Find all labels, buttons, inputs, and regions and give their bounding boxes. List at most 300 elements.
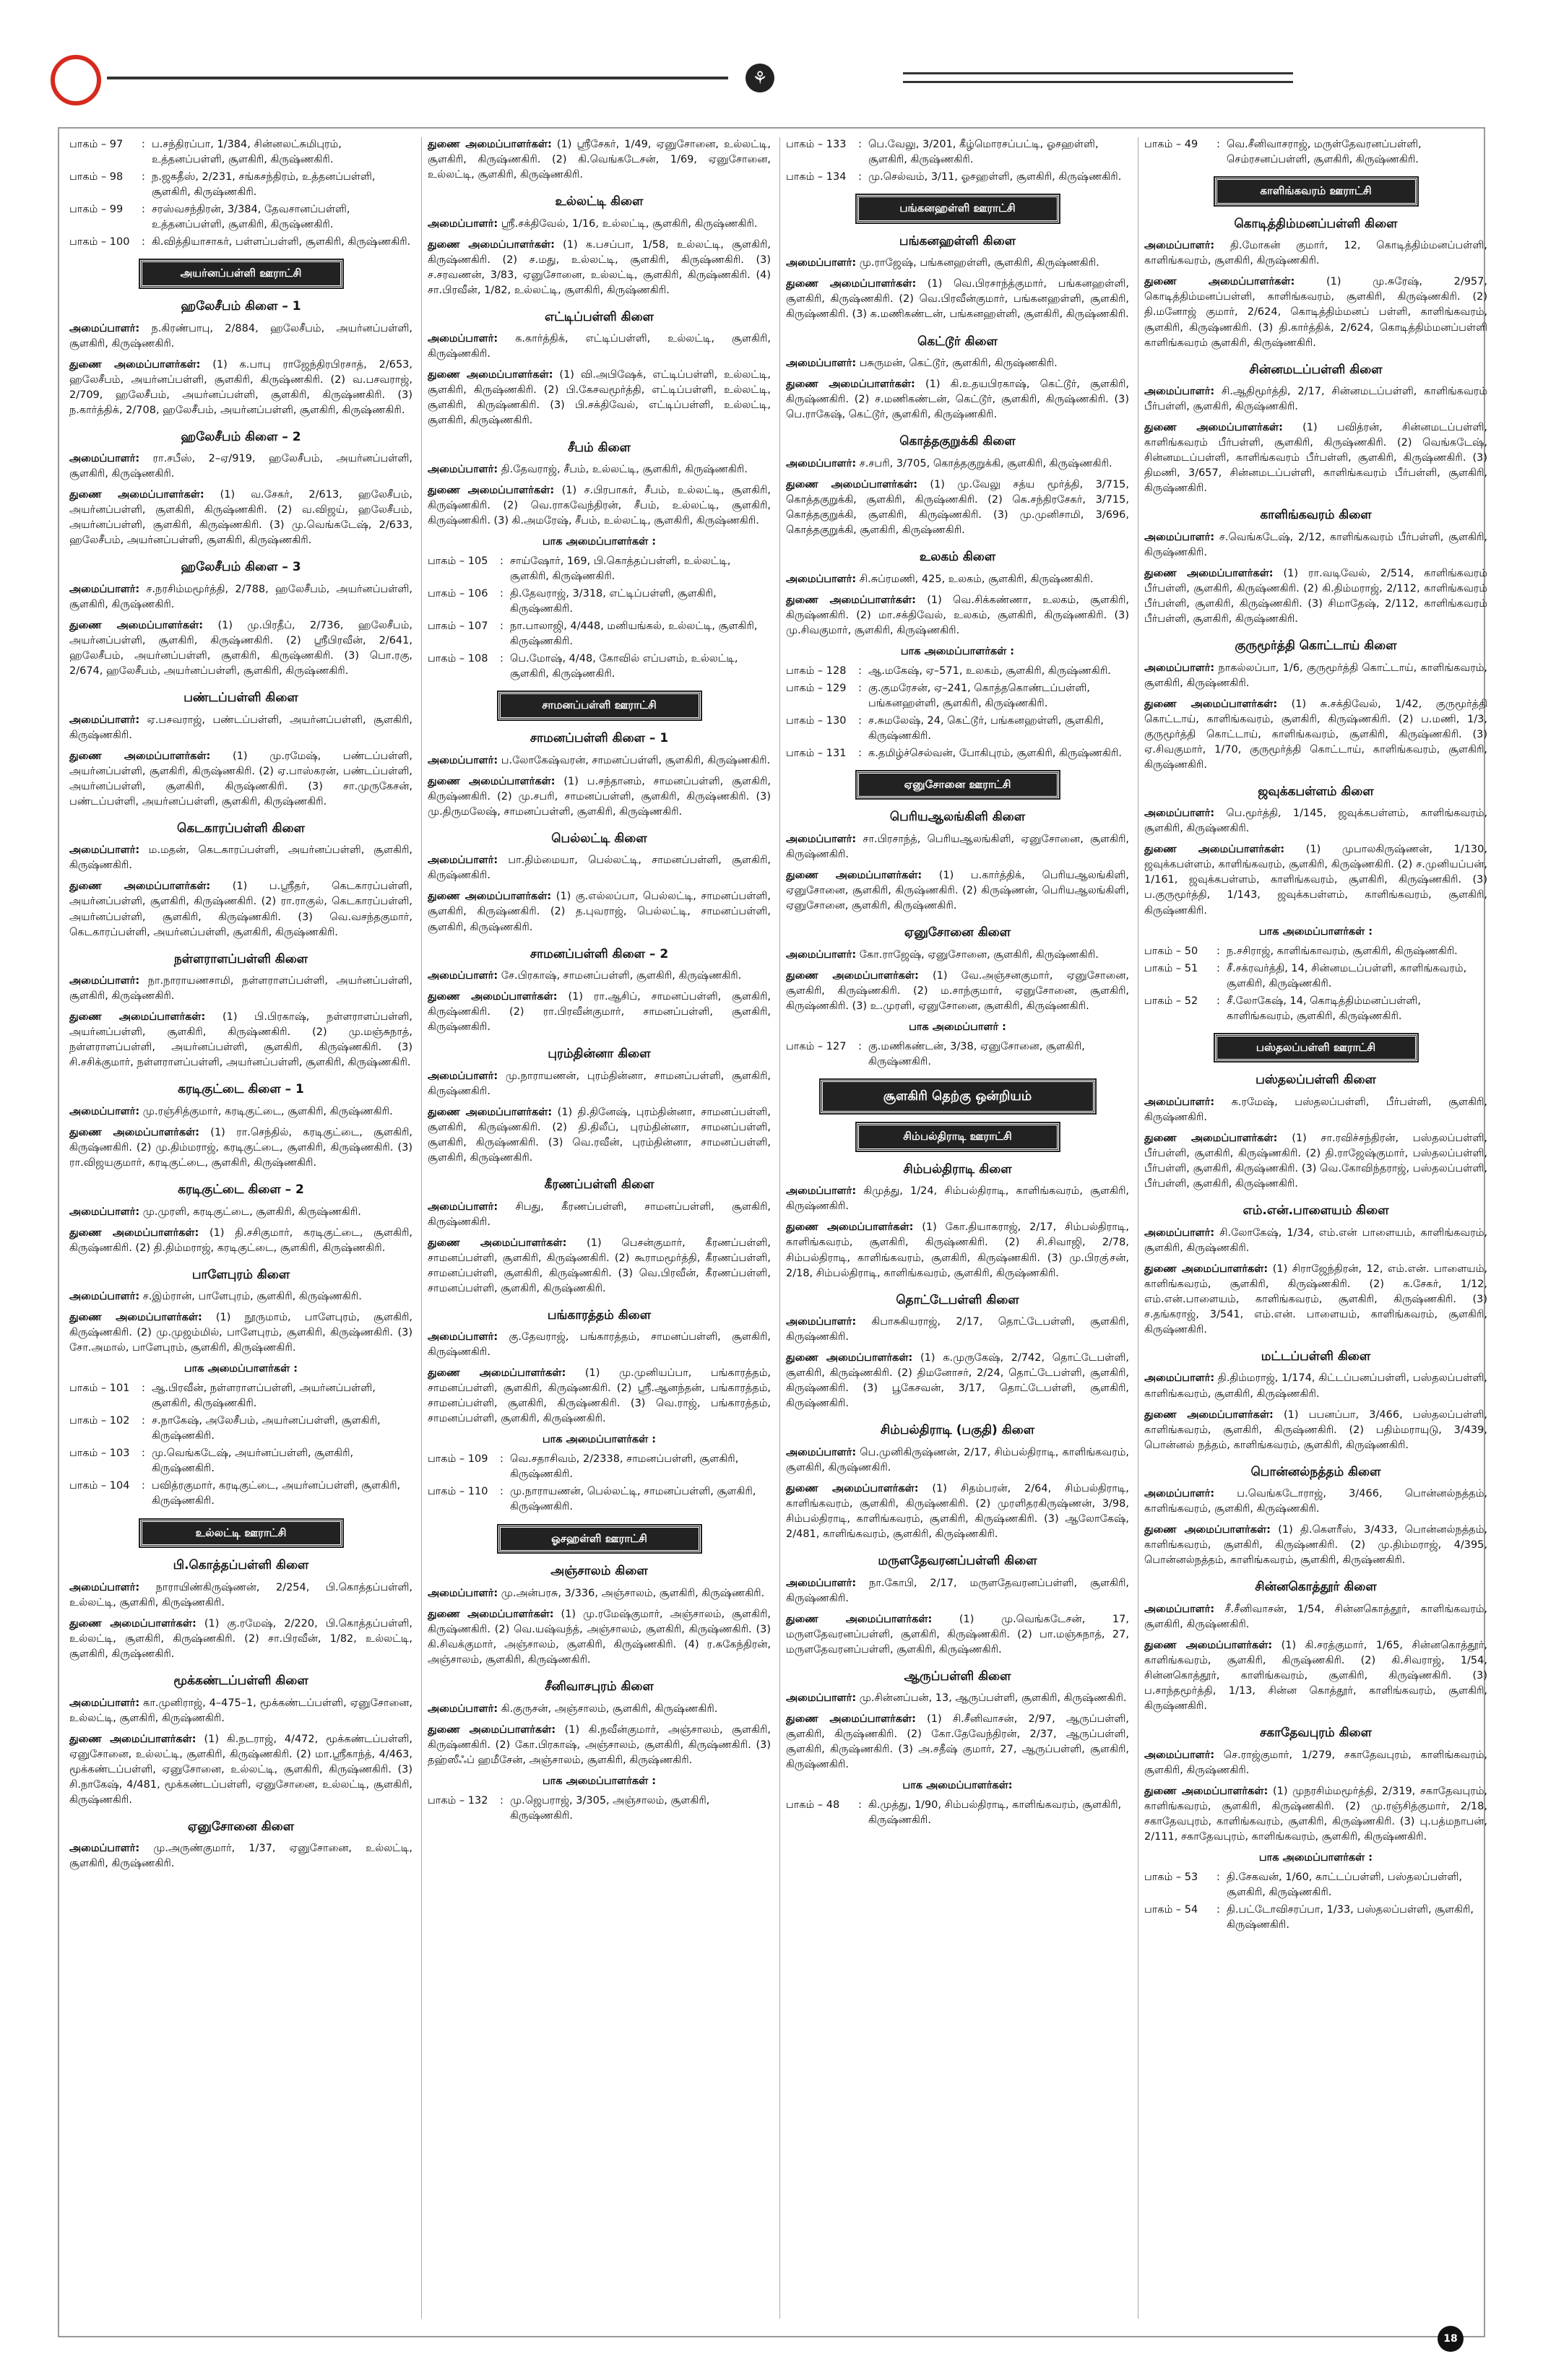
entry-text: சே.பிரகாஷ், சாமனப்பள்ளி, சூளகிரி, கிருஷ்ணகிரி. [501, 970, 742, 982]
panchayat-heading: காளிங்கவரம் ஊராட்சி [1215, 178, 1417, 205]
column-2 [428, 137, 771, 2319]
colon-separator: : [142, 171, 145, 183]
panchayat-heading: சாமனப்பள்ளி ஊராட்சி [498, 692, 701, 719]
branch-heading: குருமூர்த்தி கொட்டாய் கிளை [1235, 639, 1397, 654]
entry-text: மு.முரளி, கரடிகுட்டை, சூளகிரி, கிருஷ்ணகிரி. [142, 1206, 361, 1218]
entry-paragraph [428, 889, 771, 935]
role-label: அமைப்பாளர்: [69, 714, 140, 726]
role-label: துணை அமைப்பாளர்கள்: [428, 1367, 566, 1380]
entry-paragraph [1144, 384, 1487, 415]
entry-text: (1) வே.அஞ்சனகுமார், ஏனுசோனை, சூளகிரி, கிருஷ்ணகிரி. (2) ம.சாந்குமார், ஏனுசோனை, சூளகிரி, கிருஷ்ணகிரி. (3) உ.முரளி, ஏனுசோனை, சூளகிரி, கிருஷ்ணகிரி. [786, 969, 1129, 1012]
booth-text: கி.முத்து, 1/90, சிம்பல்திராடி, காளிங்கவரம், சூளகிரி, கிருஷ்ணகிரி. [868, 1799, 1122, 1827]
role-label: துணை அமைப்பாளர்கள்: [1144, 276, 1295, 288]
entry-text: (1) பி.பிரகாஷ், நள்ளராளப்பள்ளி, அயர்னப்பள்ளி, சூளகிரி, கிருஷ்ணகிரி. (2) மு.மஞ்சுநாத், நள்ளராளப்பள்ளி, அயர்னப்பள்ளி, சூளகிரி, கிருஷ்ணகிரி. (3) சி.சசிக்குமார், நள்ளராளப்பள்ளி, அயர்னப்பள்ளி, சூளகிரி, கிருஷ்ணகிரி. [69, 1011, 412, 1069]
role-label: துணை அமைப்பாளர்கள்: [428, 369, 553, 381]
role-label: துணை அமைப்பாளர்கள்: [1144, 1524, 1271, 1536]
entry-text: (1) ரா.வடிவேல், 2/514, காளிங்கவரம் பீர்பள்ளி, சூளகிரி, கிருஷ்ணகிரி. (2) கி.திம்மராஜ், 2/112, காளிங்கவரம் பீர்பள்ளி, சூளகிரி, கிருஷ்ணகிரி. (3) சிமாதேஷ், 2/112, காளிங்கவரம் பீர்பள்ளி, சூளகிரி, கிருஷ்ணகிரி. [1144, 567, 1487, 625]
entry-paragraph [1144, 1226, 1487, 1256]
branch-heading: பஸ்தலப்பள்ளி கிளை [1255, 1073, 1376, 1088]
entry-text: (1) தி.தினேஷ், புரம்தின்னா, சாமனப்பள்ளி, சூளகிரி, கிருஷ்ணகிரி. (2) தி.திலீப், புரம்தின்னா, சாமனப்பள்ளி, சூளகிரி, கிருஷ்ணகிரி. (3) வெ.ரவீன், புரம்தின்னா, சாமனப்பள்ளி, சூளகிரி, கிருஷ்ணகிரி. [428, 1106, 771, 1164]
role-label: துணை அமைப்பாளர்கள்: [428, 1237, 567, 1249]
colon-separator: : [1216, 1871, 1220, 1883]
booth-entry [1144, 961, 1487, 992]
role-label: துணை அமைப்பாளர்கள்: [69, 750, 211, 762]
entry-paragraph [69, 1696, 412, 1726]
entry-paragraph [786, 1445, 1129, 1476]
entry-text: சிபது, கீரணப்பள்ளி, சாமனப்பள்ளி, சூளகிரி, கிருஷ்ணகிரி. [428, 1200, 771, 1228]
branch-heading: ஜவுக்கபள்ளம் கிளை [1258, 784, 1374, 799]
branch-heading: பாளேபுரம் கிளை [191, 1267, 290, 1282]
role-label: துணை அமைப்பாளர்கள்: [1144, 422, 1283, 434]
role-label: துணை அமைப்பாளர்கள்: [69, 1011, 206, 1024]
booth-text: சீ.லோகேஷ், 14, கொடித்திம்மனப்பள்ளி, காளிங்கவரம், சூளகிரி, கிருஷ்ணகிரி. [1227, 995, 1421, 1022]
branch-heading: சீனிவாசபுரம் கிளை [545, 1679, 654, 1694]
role-label: துணை அமைப்பாளர்கள்: [786, 378, 915, 391]
entry-paragraph [786, 948, 1129, 963]
entry-paragraph [786, 1184, 1129, 1214]
booth-entry [786, 1798, 1129, 1828]
colon-separator: : [1216, 945, 1220, 957]
entry-paragraph [428, 1702, 771, 1717]
role-label: துணை அமைப்பாளர்கள்: [69, 358, 201, 371]
booth-number: பாகம் – 110 [428, 1486, 488, 1498]
branch-heading: பங்காரத்தம் கிளை [547, 1307, 652, 1323]
entry-paragraph [786, 256, 1129, 271]
section-subheading: பாக அமைப்பாளர்கள் : [542, 1434, 657, 1446]
colon-separator: : [858, 714, 862, 727]
entry-paragraph [69, 843, 412, 873]
branch-heading: காளிங்கவரம் கிளை [1260, 508, 1372, 523]
role-label: அமைப்பாளர்: [428, 1070, 498, 1082]
booth-number: பாகம் – 99 [69, 204, 124, 216]
entry-text: சி.லோகேஷ், 1/34, எம்.என் பாளையம், காளிங்கவரம், சூளகிரி, கிருஷ்ணகிரி. [1144, 1226, 1487, 1254]
branch-heading: உலகம் கிளை [919, 549, 996, 564]
entry-paragraph [69, 713, 412, 743]
role-label: அமைப்பாளர்: [786, 834, 857, 846]
role-label: அமைப்பாளர்: [69, 322, 140, 334]
column-1 [69, 137, 412, 2319]
booth-number: பாகம் – 52 [1144, 995, 1198, 1007]
entry-text: சி.சுப்ரமணி, 425, உலகம், சூளகிரி, கிருஷ்ணகிரி. [859, 573, 1094, 585]
booth-entry [786, 137, 1129, 168]
booth-number: பாகம் – 53 [1144, 1871, 1198, 1883]
colon-separator: : [142, 1480, 145, 1492]
entry-paragraph [1144, 274, 1487, 350]
entry-paragraph [1144, 238, 1487, 269]
role-label: அமைப்பாளர்: [69, 1581, 140, 1593]
entry-paragraph [786, 593, 1129, 639]
branch-heading: கெட்டூர் கிளை [917, 334, 998, 349]
panchayat-heading: பஸ்தலப்பள்ளி ஊராட்சி [1215, 1034, 1417, 1062]
entry-paragraph [428, 1069, 771, 1099]
role-label: துணை அமைப்பாளர்கள்: [428, 891, 552, 903]
entry-paragraph [1144, 1095, 1487, 1125]
role-label: துணை அமைப்பாளர்கள்: [1144, 698, 1278, 710]
branch-heading: கீரணப்பள்ளி கிளை [544, 1177, 654, 1192]
role-label: அமைப்பாளர்: [69, 1697, 140, 1709]
entry-paragraph [786, 1481, 1129, 1542]
entry-paragraph [1144, 566, 1487, 627]
entry-text: (1) க.பசப்பா, 1/58, உல்லட்டி, சூளகிரி, கிருஷ்ணகிரி. (2) ச.மது, உல்லட்டி, சூளகிரி, கிருஷ்ணகிரி. (3) ச.சரவணன், 3/83, ஏனுசோனை, உல்லட்டி, சூளகிரி, கிருஷ்ணகிரி. (4) சா.பிரவீன், 1/82, உல்லட்டி, சூளகிரி, கிருஷ்ணகிரி. [428, 238, 771, 296]
booth-text: பவித்ரகுமார், கரடிகுட்டை, அயர்னப்பள்ளி, சூளகிரி, கிருஷ்ணகிரி. [152, 1480, 401, 1507]
entry-paragraph [1144, 1408, 1487, 1453]
entry-text: (1) மு.முனியப்பா, பங்காரத்தம், சாமனப்பள்ளி, சூளகிரி, கிருஷ்ணகிரி. (2) ஸ்ரீ.ஆனந்தன், பங்காரத்தம், சாமனப்பள்ளி, சூளகிரி, கிருஷ்ணகிரி. (3) வெ.ராஜ், பங்காரத்தம், சாமனப்பள்ளி, சூளகிரி, கிருஷ்ணகிரி. [428, 1367, 771, 1425]
entry-paragraph [428, 462, 771, 477]
entry-text: (1) சிதம்பரன், 2/64, சிம்பல்திராடி, காளிங்கவரம், சூளகிரி, கிருஷ்ணகிரி. (2) முரளிதரகிருஷ்ணன், 3/98, சிம்பல்திராடி, காளிங்கவரம், சூளகிரி, கிருஷ்ணகிரி. (3) ஆலோகேஷ், 2/481, காளிங்கவரம், சூளகிரி, கிருஷ்ணகிரி. [786, 1482, 1129, 1540]
colon-separator: : [500, 1453, 503, 1466]
entry-paragraph [69, 451, 412, 482]
role-label: துணை அமைப்பாளர்கள்: [428, 775, 556, 787]
role-label: அமைப்பாளர்: [1144, 1488, 1215, 1500]
booth-number: பாகம் – 131 [786, 747, 847, 759]
entry-paragraph [69, 1010, 412, 1070]
branch-heading: பி.கொத்தப்பள்ளி கிளை [173, 1558, 309, 1573]
colon-separator: : [142, 1448, 145, 1460]
colon-separator: : [500, 555, 503, 568]
booth-entry [786, 714, 1129, 744]
entry-paragraph [69, 1617, 412, 1662]
booth-number: பாகம் – 130 [786, 714, 847, 727]
entry-text: நா.நாராயணசாமி, நள்ளராளப்பள்ளி, அயர்னப்பள்ளி, சூளகிரி, கிருஷ்ணகிரி. [69, 975, 412, 1003]
booth-number: பாகம் – 54 [1144, 1903, 1198, 1916]
entry-paragraph [428, 1723, 771, 1768]
booth-text: ந.சசிராஜ், காளிங்காவரம், சூளகிரி, கிருஷ்ணகிரி. [1227, 945, 1458, 957]
entry-text: (1) கு.எல்லப்பா, பெல்லட்டி, சாமனப்பள்ளி, சூளகிரி, கிருஷ்ணகிரி. (2) த.புவராஜ், பெல்லட்டி, சாமனப்பள்ளி, சூளகிரி, கிருஷ்ணகிரி. [428, 891, 771, 933]
role-label: துணை அமைப்பாளர்கள்: [428, 1106, 553, 1118]
role-label: துணை அமைப்பாளர்கள்: [786, 478, 918, 490]
entry-text: ச.நரசிம்மமூர்த்தி, 2/788, ஹலேசீபம், அயர்னப்பள்ளி, சூளகிரி, கிருஷ்ணகிரி. [69, 583, 412, 610]
branch-heading: சீபம் கிளை [567, 440, 631, 455]
entry-text: நாராயிண்கிருஷ்ணன், 2/254, பி.கொத்தப்பள்ளி, உல்லட்டி, சூளகிரி, கிருஷ்ணகிரி. [69, 1581, 412, 1609]
booth-text: மு.செல்வம், 3/11, ஓசஹள்ளி, சூளகிரி, கிருஷ்ணகிரி. [868, 171, 1122, 183]
role-label: அமைப்பாளர்: [428, 1200, 498, 1213]
booth-number: பாகம் – 106 [428, 588, 488, 600]
entry-paragraph [69, 1104, 412, 1120]
role-label: அமைப்பாளர்: [1144, 531, 1215, 543]
role-label: அமைப்பாளர்: [428, 1331, 498, 1343]
entry-paragraph [69, 879, 412, 940]
entry-text: பசுருமன், கெட்டூர், சூளகிரி, கிருஷ்ணகிரி. [859, 358, 1058, 370]
role-label: துணை அமைப்பாளர்கள்: [786, 278, 917, 290]
entry-paragraph [786, 1712, 1129, 1773]
entry-paragraph [428, 1586, 771, 1601]
panchayat-heading: ஓசஹள்ளி ஊராட்சி [498, 1526, 701, 1553]
entry-text: (1) பபனப்பா, 3/466, பஸ்தலப்பள்ளி, காளிங்கவரம், சூளகிரி, கிருஷ்ணகிரி. (2) பதிம்மராயுடு, 3/439, பொன்னல் நத்தம், காளிங்கவரம், சூளகிரி, கிருஷ்ணகிரி. [1144, 1408, 1487, 1451]
role-label: துணை அமைப்பாளர்கள்: [428, 238, 555, 251]
entry-text: (1) மு.வெங்கடேசன், 17, மருளதேவரனப்பள்ளி, சூளகிரி, கிருஷ்ணகிரி. (2) பா.மஞ்சுநாத், 27, மருளதேவரனப்பள்ளி, சூளகிரி, கிருஷ்ணகிரி. [786, 1613, 1129, 1656]
entry-paragraph [1144, 1748, 1487, 1778]
booth-entry [1144, 1903, 1487, 1933]
entry-text: பா.திம்மையா, பெல்லட்டி, சாமனப்பள்ளி, சூளகிரி, கிருஷ்ணகிரி. [428, 854, 771, 882]
role-label: அமைப்பாளர்: [786, 1185, 857, 1198]
role-label: துணை அமைப்பாளர்கள்: [69, 1126, 199, 1138]
entry-text: க.ரமேஷ், பஸ்தலப்பள்ளி, பீர்பள்ளி, சூளகிரி, கிருஷ்ணகிரி. [1144, 1096, 1487, 1124]
entry-text: (1) முபாலகிருஷ்ணன், 1/130, ஜவுக்கபள்ளம், காளிங்கவரம், சூளகிரி, கிருஷ்ணகிரி. (2) ச.முனியப்பன், 1/161, ஜவுக்கபள்ளம், காளிங்கவரம், சூளகிரி, கிருஷ்ணகிரி. (3) ப.குருமூர்த்தி, 1/143, ஜவுக்கபள்ளம், காளிங்கவரம், சூளகிரி, கிருஷ்ணகிரி. [1144, 844, 1487, 917]
entry-paragraph [69, 618, 412, 679]
role-label: அமைப்பாளர்: [786, 1446, 857, 1458]
entry-paragraph [428, 1236, 771, 1297]
booth-entry [428, 587, 771, 617]
entry-paragraph [786, 456, 1129, 472]
booth-entry [69, 1381, 412, 1411]
entry-paragraph [69, 749, 412, 810]
branch-heading: புரம்தின்னா கிளை [548, 1047, 651, 1062]
entry-paragraph [1144, 1487, 1487, 1517]
entry-paragraph [69, 1205, 412, 1220]
entry-paragraph [786, 277, 1129, 322]
entry-text: கி.குருசன், அஞ்சாலம், சூளகிரி, கிருஷ்ணகிரி. [501, 1702, 718, 1715]
entry-text: சா.பிரசாந்த், பெரியஆலங்கிளி, ஏனுசோனை, சூளகிரி, கிருஷ்ணகிரி. [786, 834, 1129, 861]
branch-heading: கரடிகுட்டை கிளை – 1 [178, 1082, 304, 1097]
page-number: 18 [1438, 2326, 1464, 2352]
entry-text: மு.நாராயணன், புரம்தின்னா, சாமனப்பள்ளி, சூளகிரி, கிருஷ்ணகிரி. [428, 1070, 771, 1097]
booth-entry [69, 170, 412, 200]
section-subheading: பாக அமைப்பாளர்கள்: [902, 1780, 1013, 1792]
entry-text: (1) ரா.ஆசிப், சாமனப்பள்ளி, சூளகிரி, கிருஷ்ணகிரி. (2) ரா.பிரவீன்குமார், சாமனப்பள்ளி, சூளகிரி, கிருஷ்ணகிரி. [428, 991, 771, 1034]
branch-heading: கெடகாரப்பள்ளி கிளை [177, 821, 305, 836]
branch-heading: சின்னமடப்பள்ளி கிளை [1249, 362, 1383, 377]
colon-separator: : [858, 139, 862, 150]
booth-text: க.தமிழ்ச்செல்வன், போகிபுரம், சூளகிரி, கிருஷ்ணகிரி. [868, 747, 1122, 759]
entry-paragraph [69, 1732, 412, 1808]
entry-text: கிபாசுகியராஜ், 2/17, தொட்டேபள்ளி, சூளகிரி, கிருஷ்ணகிரி. [786, 1316, 1129, 1343]
entry-paragraph [786, 1315, 1129, 1345]
booth-text: தி.தேவராஜ், 3/318, எட்டிப்பள்ளி, சூளகிரி, கிருஷ்ணகிரி. [510, 588, 717, 615]
role-label: துணை அமைப்பாளர்கள்: [69, 1733, 196, 1745]
booth-text: மு.வெங்கடேஷ், அயர்னப்பள்ளி, சூளகிரி, கிருஷ்ணகிரி. [152, 1448, 354, 1475]
role-label: அமைப்பாளர்: [428, 970, 498, 982]
booth-text: பெ.வேலு, 3/201, கீழ்மொரசப்பட்டி, ஓசஹள்ளி, சூளகிரி, கிருஷ்ணகிரி. [868, 139, 1099, 166]
colon-separator: : [500, 1486, 503, 1498]
entry-text: நாகல்லப்பா, 1/6, குருமூர்த்தி கொட்டாய், காளிங்கவரம், சூளகிரி, கிருஷ்ணகிரி. [1144, 662, 1487, 689]
colon-separator: : [858, 1799, 862, 1812]
booth-text: நா.பாலாஜி, 4/448, மனியங்கல், உல்லட்டி, சூளகிரி, கிருஷ்ணகிரி. [510, 620, 758, 648]
entry-text: ம.மதன், கெடகாரப்பள்ளி, அயர்னப்பள்ளி, சூளகிரி, கிருஷ்ணகிரி. [69, 844, 412, 872]
entry-text: (1) மு.ரமேஷ்குமார், அஞ்சாலம், சூளகிரி, கிருஷ்ணகிரி. (2) வெ.யஷ்வந்த், அஞ்சாலம், சூளகிரி, கிருஷ்ணகிரி. (3) கி.சிவக்குமார், அஞ்சாலம், சூளகிரி, கிருஷ்ணகிரி. (4) ர.சுகேந்திரன், அஞ்சாலம், சூளகிரி, கிருஷ்ணகிரி. [428, 1608, 771, 1666]
section-subheading: பாக அமைப்பாளர்கள் : [1258, 1851, 1373, 1864]
role-label: அமைப்பாளர்: [786, 1692, 857, 1705]
role-label: துணை அமைப்பாளர்கள்: [786, 1221, 914, 1234]
entry-text: சீ.சீனிவாசன், 1/54, சின்னகொத்தூர், காளிங்கவரம், சூளகிரி, கிருஷ்ணகிரி. [1144, 1603, 1487, 1630]
role-label: துணை அமைப்பாளர்கள்: [69, 620, 204, 631]
role-label: அமைப்பாளர்: [69, 975, 140, 987]
entry-text: தி.திம்மராஜ், 1/174, கிட்டப்பனப்பள்ளி, பஸ்தலப்பள்ளி, காளிங்கவரம், சூளகிரி, கிருஷ்ணகிரி. [1144, 1372, 1487, 1400]
entry-text: (1) சிராஜேந்திரன், 12, எம்.என். பாளையம், காளிங்கவரம், சூளகிரி, கிருஷ்ணகிரி. (2) க.சேகர், 1/12, எம்.என்.பாளையம், காளிங்கவரம், சூளகிரி, கிருஷ்ணகிரி. (3) ச.தங்கராஜ், 3/541, எம்.என். பாளையம், காளிங்கவரம், சூளகிரி, கிருஷ்ணகிரி. [1144, 1263, 1487, 1336]
entry-paragraph [1144, 420, 1487, 496]
booth-number: பாகம் – 134 [786, 171, 847, 183]
booth-number: பாகம் – 102 [69, 1415, 130, 1427]
panchayat-heading: சிம்பல்திராடி ஊராட்சி [857, 1123, 1059, 1151]
role-label: துணை அமைப்பாளர்கள்: [428, 1608, 554, 1620]
entry-text: (1) கி.நடராஜ், 4/472, மூக்கண்டப்பள்ளி, ஏனுசோனை, உல்லட்டி, சூளகிரி, கிருஷ்ணகிரி. (2) மா.ஸ்ரீகாந்த், 4/463, மூக்கண்டப்பள்ளி, ஏனுசோனை, உல்லட்டி, சூளகிரி, கிருஷ்ணகிரி. (3) சி.நாகேஷ், 4/481, மூக்கண்டப்பள்ளி, ஏனுசோனை, உல்லட்டி, சூளகிரி, கிருஷ்ணகிரி. [69, 1733, 412, 1806]
entry-paragraph [428, 853, 771, 883]
booth-text: ப.சந்திரப்பா, 1/384, சின்னலட்சுமிபுரம், உத்தனப்பள்ளி, சூளகிரி, கிருஷ்ணகிரி. [152, 139, 342, 166]
column-divider [421, 137, 422, 2319]
booth-entry [69, 1479, 412, 1509]
role-label: துணை அமைப்பாளர்கள்: [786, 969, 919, 982]
entry-text: (1) வெ.பிரசாந்த்குமார், பங்கனஹள்ளி, சூளகிரி, கிருஷ்ணகிரி. (2) வெ.பிரவீன்குமார், பங்கனஹள்ளி, சூளகிரி, கிருஷ்ணகிரி. (3) க.மணிகண்டன், பங்கனஹள்ளி, சூளகிரி, கிருஷ்ணகிரி. [786, 278, 1129, 321]
entry-text: (1) க.பாபு ராஜேந்திரபிரசாத், 2/653, ஹலேசீபம், அயர்னப்பள்ளி, சூளகிரி, கிருஷ்ணகிரி. (2) வ.பசவராஜ், 2/709, ஹலேசீபம், அயர்னப்பள்ளி, சூளகிரி, கிருஷ்ணகிரி. (3) ந.கார்த்திக், 2/708, ஹலேசீபம், அயர்னப்பள்ளி, சூளகிரி, கிருஷ்ணகிரி. [69, 358, 412, 416]
colon-separator: : [858, 1040, 862, 1052]
colon-separator: : [1216, 962, 1220, 974]
entry-text: (1) மு.சுரேஷ், 2/957, கொடித்திம்மனப்பள்ளி, காளிங்கவரம், சூளகிரி, கிருஷ்ணகிரி. (2) தி.மனோஜ் குமார், 2/624, கொடித்திம்மனப் பள்ளி, காளிங்கவரம், சூளகிரி, கிருஷ்ணகிரி. (3) தி.கார்த்திக், 2/624, கொடித்திம்மனப்பள்ளி காளிங்கவரம் சூளகிரி, கிருஷ்ணகிரி. [1144, 276, 1487, 349]
colon-separator: : [142, 236, 145, 248]
entry-paragraph [786, 1351, 1129, 1411]
role-label: துணை அமைப்பாளர்கள்: [69, 880, 211, 893]
role-label: துணை அமைப்பாளர்கள்: [786, 1352, 913, 1364]
role-label: துணை அமைப்பாளர்கள்: [1144, 1639, 1273, 1651]
entry-paragraph [428, 969, 771, 984]
role-label: அமைப்பாளர்: [428, 333, 498, 345]
entry-paragraph [786, 377, 1129, 423]
booth-number: பாகம் – 133 [786, 139, 847, 150]
entry-paragraph [1144, 1602, 1487, 1632]
branch-heading: சாமனப்பள்ளி கிளை – 2 [530, 946, 669, 961]
booth-number: பாகம் – 107 [428, 620, 488, 633]
entry-paragraph [428, 1607, 771, 1668]
colon-separator: : [142, 139, 145, 150]
role-label: அமைப்பாளர்: [1144, 662, 1215, 674]
booth-number: பாகம் – 98 [69, 171, 124, 183]
branch-heading: ஏனுசோனை கிளை [904, 925, 1011, 940]
booth-text: வெ.சதாசிவம், 2/2338, சாமனப்பள்ளி, சூளகிரி, கிருஷ்ணகிரி. [510, 1453, 739, 1481]
booth-text: மு.ஜெபராஜ், 3/305, அஞ்சாலம், சூளகிரி, கிருஷ்ணகிரி. [510, 1794, 710, 1822]
column-3 [786, 137, 1129, 2319]
branch-heading: ஆருப்பள்ளி கிளை [904, 1669, 1011, 1684]
section-subheading: பாக அமைப்பாளர்கள் : [1258, 925, 1373, 938]
role-label: அமைப்பாளர்: [69, 1105, 140, 1117]
branch-heading: மூக்கண்டப்பள்ளி கிளை [173, 1673, 308, 1688]
branch-heading: ஏனுசோனை கிளை [187, 1819, 295, 1834]
role-label: துணை அமைப்பாளர்கள்: [786, 594, 916, 606]
column-divider [779, 137, 780, 2319]
entry-paragraph [786, 868, 1129, 914]
entry-paragraph [786, 477, 1129, 538]
role-label: துணை அமைப்பாளர்கள்: [69, 1617, 196, 1630]
booth-entry [69, 137, 412, 168]
union-heading: சூளகிரி தெற்கு ஒன்றியம் [821, 1080, 1095, 1113]
role-label: துணை அமைப்பாளர்கள்: [1144, 1133, 1278, 1145]
entry-text: (1) ச.பிரபாகர், சீபம், உல்லட்டி, சூளகிரி, கிருஷ்ணகிரி. (2) வெ.ராகவேந்திரன், சீபம், உல்லட்டி, சூளகிரி, கிருஷ்ணகிரி. (3) கி.அமரேஷ், சீபம், உல்லட்டி, சூளகிரி, கிருஷ்ணகிரி. [428, 485, 771, 527]
entry-text: மு.சின்னப்பன், 13, ஆருப்பள்ளி, சூளகிரி, கிருஷ்ணகிரி. [859, 1692, 1127, 1705]
entry-text: (1) சா.ரவிச்சந்திரன், பஸ்தலப்பள்ளி, பீர்பள்ளி, சூளகிரி, கிருஷ்ணகிரி. (2) தி.ராஜேஷ்குமார், பஸ்தலப்பள்ளி, பீர்பள்ளி, சூளகிரி, கிருஷ்ணகிரி. (3) வெ.கோவிந்தராஜ், பஸ்தலப்பள்ளி, பீர்பள்ளி, சூளகிரி, கிருஷ்ணகிரி. [1144, 1133, 1487, 1190]
entry-paragraph [428, 1105, 771, 1166]
booth-number: பாகம் – 108 [428, 653, 488, 665]
booth-entry [428, 554, 771, 584]
role-label: துணை அமைப்பாளர்கள்: [428, 1723, 556, 1736]
entry-paragraph [1144, 1523, 1487, 1568]
role-label: அமைப்பாளர்: [69, 1843, 140, 1855]
role-label: துணை அமைப்பாளர்கள்: [1144, 567, 1274, 579]
entry-text: கிமுத்து, 1/24, சிம்பல்திராடி, காளிங்கவரம், சூளகிரி, கிருஷ்ணகிரி. [786, 1185, 1129, 1213]
entry-text: ச.வெங்கடேஷ், 2/12, காளிங்கவரம் பீர்பள்ளி, சூளகிரி, கிருஷ்ணகிரி. [1144, 531, 1487, 558]
branch-heading: கரடிகுட்டை கிளை – 2 [178, 1182, 304, 1197]
booth-text: கு.மணிகண்டன், 3/38, ஏனுசோனை, சூளகிரி, கிருஷ்ணகிரி. [868, 1040, 1085, 1068]
entry-paragraph [69, 1841, 412, 1871]
entry-text: (1) முநரசிம்மமூர்த்தி, 2/319, சகாதேவபுரம், காளிங்கவரம், சூளகிரி, கிருஷ்ணகிரி. (2) மு.ரஞ்சித்குமார், 2/18, சகாதேவபுரம், காளிங்கவரம், சூளகிரி, கிருஷ்ணகிரி. (3) பு.பத்மநாபன், 2/111, சகாதேவபுரம், காளிங்கவரம், சூளகிரி, கிருஷ்ணகிரி. [1144, 1785, 1487, 1843]
branch-heading: உல்லட்டி கிளை [555, 194, 644, 209]
entry-paragraph [69, 974, 412, 1004]
branch-heading: ஹலேசீபம் கிளை – 1 [181, 298, 301, 313]
role-label: துணை அமைப்பாளர்கள்: [428, 485, 555, 497]
section-subheading: பாக அமைப்பாளர்கள் : [183, 1363, 298, 1375]
booth-entry [69, 235, 412, 250]
booth-number: பாகம் – 103 [69, 1448, 130, 1460]
role-label: அமைப்பாளர்: [1144, 240, 1215, 252]
entry-text: ஸ்ரீ.சக்திவேல், 1/16, உல்லட்டி, சூளகிரி, கிருஷ்ணகிரி. [501, 217, 758, 230]
entry-paragraph [786, 1220, 1129, 1281]
entry-paragraph [1144, 1371, 1487, 1401]
booth-number: பாகம் – 50 [1144, 945, 1198, 957]
entry-paragraph [428, 990, 771, 1035]
entry-text: (1) வ.சேகர், 2/613, ஹலேசீபம், அயர்னப்பள்ளி, சூளகிரி, கிருஷ்ணகிரி. (2) வ.விஜய், ஹலேசீபம், அயர்னப்பள்ளி, சூளகிரி, கிருஷ்ணகிரி. (3) மு.வெங்கடேஷ், 2/633, ஹலேசீபம், அயர்னப்பள்ளி, சூளகிரி, கிருஷ்ணகிரி. [69, 489, 412, 547]
role-label: அமைப்பாளர்: [428, 854, 498, 867]
booth-number: பாகம் – 97 [69, 139, 124, 150]
entry-text: (1) ப.கார்த்திக், பெரியஆலங்கிளி, ஏனுசோனை, சூளகிரி, கிருஷ்ணகிரி. (2) கிருஷ்ணன், பெரியஆலங்கிளி, ஏனுசோனை, சூளகிரி, கிருஷ்ணகிரி. [786, 870, 1129, 912]
entry-text: ப.லோகேஷ்வரன், சாமனப்பள்ளி, சூளகிரி, கிருஷ்ணகிரி. [501, 754, 771, 766]
section-subheading: பாக அமைப்பாளர்கள் : [900, 645, 1015, 657]
entry-paragraph [428, 368, 771, 428]
entry-paragraph [786, 969, 1129, 1014]
role-label: துணை அமைப்பாளர்கள்: [1144, 1408, 1274, 1421]
branch-heading: ஹலேசீபம் கிளை – 2 [181, 429, 301, 444]
branch-heading: சிம்பல்திராடி கிளை [903, 1161, 1012, 1177]
booth-entry [1144, 1870, 1487, 1900]
entry-text: க.கார்த்திக், எட்டிப்பள்ளி, உல்லட்டி, சூளகிரி, கிருஷ்ணகிரி. [428, 333, 771, 360]
entry-text: செ.ராஜ்குமார், 1/279, சகாதேவபுரம், காளிங்கவரம், சூளகிரி, கிருஷ்ணகிரி. [1144, 1749, 1487, 1776]
role-label: துணை அமைப்பாளர்கள்: [69, 489, 204, 501]
colon-separator: : [500, 653, 503, 665]
role-label: அமைப்பாளர்: [428, 754, 498, 766]
entry-text: ஏ.பசவராஜ், பண்டப்பள்ளி, அயர்னப்பள்ளி, சூளகிரி, கிருஷ்ணகிரி. [69, 714, 412, 741]
branch-heading: மட்டப்பள்ளி கிளை [1261, 1349, 1371, 1364]
entry-text: மு.அன்பரசு, 3/336, அஞ்சாலம், சூளகிரி, கிருஷ்ணகிரி. [501, 1587, 765, 1599]
booth-number: பாகம் – 48 [786, 1799, 840, 1812]
booth-entry [428, 619, 771, 649]
booth-text: ஆ.மகேஷ், ஏ–571, உலகம், சூளகிரி, கிருஷ்ணகிரி. [868, 665, 1111, 677]
branch-heading: கொடித்திம்மனப்பள்ளி கிளை [1234, 216, 1398, 231]
entry-paragraph [428, 774, 771, 820]
booth-text: சாய்ஷோர், 169, பி.கொத்தப்பள்ளி, உல்லட்டி, சூளகிரி, கிருஷ்ணகிரி. [510, 555, 731, 583]
role-label: அமைப்பாளர்: [69, 1291, 140, 1303]
booth-number: பாகம் – 51 [1144, 962, 1198, 974]
booth-entry [1144, 994, 1487, 1024]
colon-separator: : [142, 1382, 145, 1395]
entry-paragraph [786, 1691, 1129, 1706]
branch-heading: சின்னகொத்தூர் கிளை [1255, 1580, 1377, 1595]
role-label: அமைப்பாளர்: [1144, 1226, 1215, 1239]
entry-text: (1) கி.சரத்குமார், 1/65, சின்னகொத்தூர், காளிங்கவரம், சூளகிரி, கிருஷ்ணகிரி. (2) கி.சிவராஜ், 1/54, சின்னகொத்தூர், காளிங்கவரம், சூளகிரி, கிருஷ்ணகிரி. (3) ப.சாந்தமூர்த்தி, 1/13, சின்ன கொத்தூர், காளிங்கவரம், சூளகிரி, கிருஷ்ணகிரி. [1144, 1639, 1487, 1713]
header-rule [903, 81, 1293, 83]
colon-separator: : [858, 747, 862, 759]
role-label: துணை அமைப்பாளர்கள்: [786, 1713, 916, 1726]
entry-paragraph [69, 321, 412, 352]
colon-separator: : [500, 588, 503, 600]
entry-text: பெ.மூர்த்தி, 1/145, ஜவுக்கபள்ளம், காளிங்கவரம், சூளகிரி, கிருஷ்ணகிரி. [1144, 808, 1487, 835]
column-4 [1144, 137, 1487, 2319]
role-label: துணை அமைப்பாளர்கள்: [69, 1312, 202, 1324]
entry-paragraph [786, 356, 1129, 371]
entry-paragraph [69, 582, 412, 613]
entry-paragraph [69, 1125, 412, 1171]
entry-paragraph [1144, 1131, 1487, 1192]
entry-paragraph [1144, 697, 1487, 773]
role-label: அமைப்பாளர்: [1144, 1096, 1215, 1108]
branch-heading: பெரியஆலங்கிளி கிளை [889, 810, 1026, 825]
entry-paragraph [786, 1612, 1129, 1658]
branch-heading: நள்ளராளப்பள்ளி கிளை [173, 951, 308, 966]
entry-paragraph [1144, 842, 1487, 918]
